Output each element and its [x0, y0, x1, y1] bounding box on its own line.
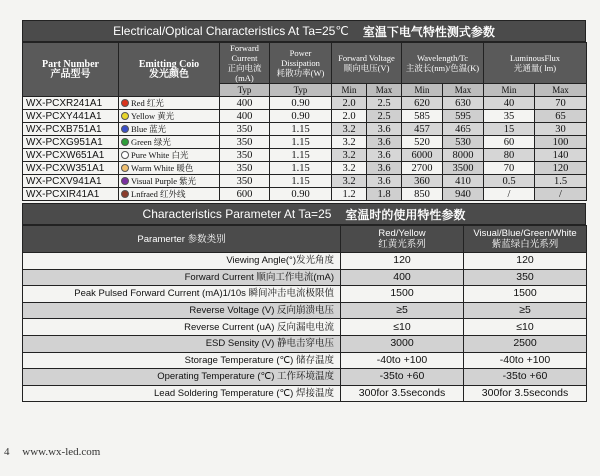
table-row	[23, 385, 587, 402]
table-row	[23, 335, 587, 352]
col-visual-blue-green-white: Visual/Blue/Green/White 紫蓝绿白光系列	[464, 226, 587, 253]
cell-wmax: 410	[443, 175, 484, 188]
cell-fmax: 30	[535, 123, 587, 136]
cell-part: WX-PCXY441A1	[23, 110, 119, 123]
table-row	[23, 319, 587, 336]
table-row	[23, 97, 587, 110]
table-row	[23, 136, 587, 149]
col-flux: LuminousFlux 光通量( lm)	[484, 43, 587, 84]
cell-fmin: 40	[484, 97, 535, 110]
cell-fmax: 1.5	[535, 175, 587, 188]
cell-vmin: 2.0	[332, 110, 367, 123]
cell-fmin: 0.5	[484, 175, 535, 188]
cell-wmin: 585	[402, 110, 443, 123]
cell-wmax: 630	[443, 97, 484, 110]
cell-part: WX-PCXR241A1	[23, 97, 119, 110]
cell-color: Blue 蓝光	[119, 123, 220, 136]
cell-vbgw: ≤10	[464, 319, 587, 336]
cell-fmax: 140	[535, 149, 587, 162]
cell-current: 400	[220, 97, 270, 110]
cell-wmin: 457	[402, 123, 443, 136]
color-swatch-icon	[121, 125, 129, 133]
cell-label: Peak Pulsed Forward Current (mA)1/10s 瞬间冲击电流极限值	[23, 286, 341, 303]
website-url: www.wx-led.com	[22, 446, 101, 458]
col-voltage: Forward Voltage 顺向电压(V)	[332, 43, 402, 84]
cell-vbgw: 300for 3.5seconds	[464, 385, 587, 402]
cell-vmin: 3.2	[332, 123, 367, 136]
col-color: Emitting Coio 发光颜色	[119, 43, 220, 97]
cell-fmax: /	[535, 188, 587, 201]
color-swatch-icon	[121, 112, 129, 120]
sub-min: Min	[332, 84, 367, 97]
cell-label: Storage Temperature (℃) 储存温度	[23, 352, 341, 369]
cell-fmax: 65	[535, 110, 587, 123]
table-row	[23, 269, 587, 286]
cell-wmax: 940	[443, 188, 484, 201]
table-row	[23, 110, 587, 123]
cell-ry: -35to +60	[341, 369, 464, 386]
color-swatch-icon	[121, 190, 129, 198]
table2-title-cn: 室温时的使用特性参数	[345, 207, 466, 222]
table-row	[23, 123, 587, 136]
cell-current: 350	[220, 123, 270, 136]
cell-vmin: 3.2	[332, 175, 367, 188]
cell-fmin: /	[484, 188, 535, 201]
table-row	[23, 188, 587, 201]
cell-part: WX-PCXV941A1	[23, 175, 119, 188]
cell-vbgw: 2500	[464, 335, 587, 352]
cell-fmax: 70	[535, 97, 587, 110]
cell-vmax: 3.6	[367, 136, 402, 149]
cell-color: Yellow 黄光	[119, 110, 220, 123]
cell-vmin: 2.0	[332, 97, 367, 110]
cell-power: 1.15	[270, 136, 332, 149]
table-row	[23, 286, 587, 303]
table1-title-bar	[22, 20, 586, 42]
cell-vmin: 3.2	[332, 136, 367, 149]
cell-wmin: 620	[402, 97, 443, 110]
table-row	[23, 369, 587, 386]
cell-ry: 120	[341, 253, 464, 270]
cell-ry: 1500	[341, 286, 464, 303]
table-row	[23, 352, 587, 369]
cell-part: WX-PCXW351A1	[23, 162, 119, 175]
cell-power: 1.15	[270, 149, 332, 162]
page-footer	[4, 446, 100, 458]
cell-color: Visual Purple 紫光	[119, 175, 220, 188]
cell-vbgw: 1500	[464, 286, 587, 303]
table-row	[23, 162, 587, 175]
cell-wmin: 520	[402, 136, 443, 149]
cell-vmax: 2.5	[367, 110, 402, 123]
cell-wmin: 6000	[402, 149, 443, 162]
cell-current: 400	[220, 110, 270, 123]
cell-ry: 3000	[341, 335, 464, 352]
cell-ry: ≤10	[341, 319, 464, 336]
cell-label: Operating Temperature (℃) 工作环境温度	[23, 369, 341, 386]
cell-vmax: 3.6	[367, 149, 402, 162]
cell-vmax: 2.5	[367, 97, 402, 110]
col-part: Part Number 产品型号	[23, 43, 119, 97]
col-current: Forward Current 正向电流(mA)	[220, 43, 270, 84]
col-wavelength: Wavelength/Tc 主波长(nm)/色温(K)	[402, 43, 484, 84]
color-swatch-icon	[121, 99, 129, 107]
cell-label: Reverse Voltage (V) 反向崩溃电压	[23, 302, 341, 319]
cell-label: Viewing Angle(°)发光角度	[23, 253, 341, 270]
table-row	[23, 149, 587, 162]
cell-power: 1.15	[270, 123, 332, 136]
cell-power: 1.15	[270, 162, 332, 175]
cell-vmin: 3.2	[332, 149, 367, 162]
table-row	[23, 302, 587, 319]
cell-power: 1.15	[270, 175, 332, 188]
cell-vbgw: -35to +60	[464, 369, 587, 386]
sub-min: Min	[484, 84, 535, 97]
electrical-table	[22, 42, 587, 201]
cell-wmax: 3500	[443, 162, 484, 175]
cell-vmax: 3.6	[367, 175, 402, 188]
cell-fmin: 35	[484, 110, 535, 123]
cell-ry: 400	[341, 269, 464, 286]
cell-power: 0.90	[270, 110, 332, 123]
cell-current: 350	[220, 149, 270, 162]
cell-ry: ≥5	[341, 302, 464, 319]
cell-fmin: 80	[484, 149, 535, 162]
cell-label: Reverse Current (uA) 反向漏电电流	[23, 319, 341, 336]
cell-fmin: 15	[484, 123, 535, 136]
characteristics-table	[22, 225, 587, 402]
cell-ry: 300for 3.5seconds	[341, 385, 464, 402]
table1-title: Electrical/Optical Characteristics At Ta=25℃	[113, 24, 349, 38]
table-row	[23, 253, 587, 270]
table2-title-bar	[22, 203, 586, 225]
color-swatch-icon	[121, 138, 129, 146]
sub-max: Max	[535, 84, 587, 97]
color-swatch-icon	[121, 177, 129, 185]
cell-part: WX-PCXB751A1	[23, 123, 119, 136]
cell-wmin: 850	[402, 188, 443, 201]
color-swatch-icon	[121, 151, 129, 159]
cell-fmin: 70	[484, 162, 535, 175]
cell-power: 0.90	[270, 97, 332, 110]
spec-sheet	[22, 20, 586, 402]
cell-vbgw: -40to +100	[464, 352, 587, 369]
sub-min: Min	[402, 84, 443, 97]
color-swatch-icon	[121, 164, 129, 172]
page-number: 4	[4, 446, 10, 458]
cell-vbgw: 120	[464, 253, 587, 270]
cell-fmin: 60	[484, 136, 535, 149]
cell-fmax: 120	[535, 162, 587, 175]
cell-current: 350	[220, 162, 270, 175]
cell-current: 600	[220, 188, 270, 201]
cell-part: WX-PCXW651A1	[23, 149, 119, 162]
cell-wmax: 595	[443, 110, 484, 123]
cell-label: Lead Soldering Temperature (℃) 焊接温度	[23, 385, 341, 402]
cell-color: Lnfraed 红外线	[119, 188, 220, 201]
table2-title: Characteristics Parameter At Ta=25	[142, 207, 332, 221]
cell-wmax: 465	[443, 123, 484, 136]
cell-vbgw: ≥5	[464, 302, 587, 319]
sub-max: Max	[367, 84, 402, 97]
cell-wmin: 360	[402, 175, 443, 188]
sub-typ: Typ	[270, 84, 332, 97]
cell-vmax: 1.8	[367, 188, 402, 201]
cell-vmax: 3.6	[367, 162, 402, 175]
cell-vmax: 3.6	[367, 123, 402, 136]
cell-fmax: 100	[535, 136, 587, 149]
cell-power: 0.90	[270, 188, 332, 201]
cell-color: Pure White 白光	[119, 149, 220, 162]
cell-current: 350	[220, 136, 270, 149]
col-power: Power Dissipation 耗散功率(W)	[270, 43, 332, 84]
cell-current: 350	[220, 175, 270, 188]
col-red-yellow: Red/Yellow 红黄光系列	[341, 226, 464, 253]
cell-label: Forward Current 顺向工作电流(mA)	[23, 269, 341, 286]
cell-vmin: 3.2	[332, 162, 367, 175]
cell-wmax: 8000	[443, 149, 484, 162]
cell-ry: -40to +100	[341, 352, 464, 369]
sub-max: Max	[443, 84, 484, 97]
cell-color: Red 红光	[119, 97, 220, 110]
cell-wmax: 530	[443, 136, 484, 149]
cell-wmin: 2700	[402, 162, 443, 175]
table1-title-cn: 室温下电气特性测式参数	[362, 24, 495, 39]
cell-part: WX-PCXIR41A1	[23, 188, 119, 201]
sub-typ: Typ	[220, 84, 270, 97]
cell-label: ESD Sensity (V) 静电击穿电压	[23, 335, 341, 352]
cell-vbgw: 350	[464, 269, 587, 286]
cell-vmin: 1.2	[332, 188, 367, 201]
col-param: Paramerter 参数类别	[23, 226, 341, 253]
cell-color: Warm White 暖色	[119, 162, 220, 175]
cell-color: Green 绿光	[119, 136, 220, 149]
cell-part: WX-PCXG951A1	[23, 136, 119, 149]
table-row	[23, 175, 587, 188]
